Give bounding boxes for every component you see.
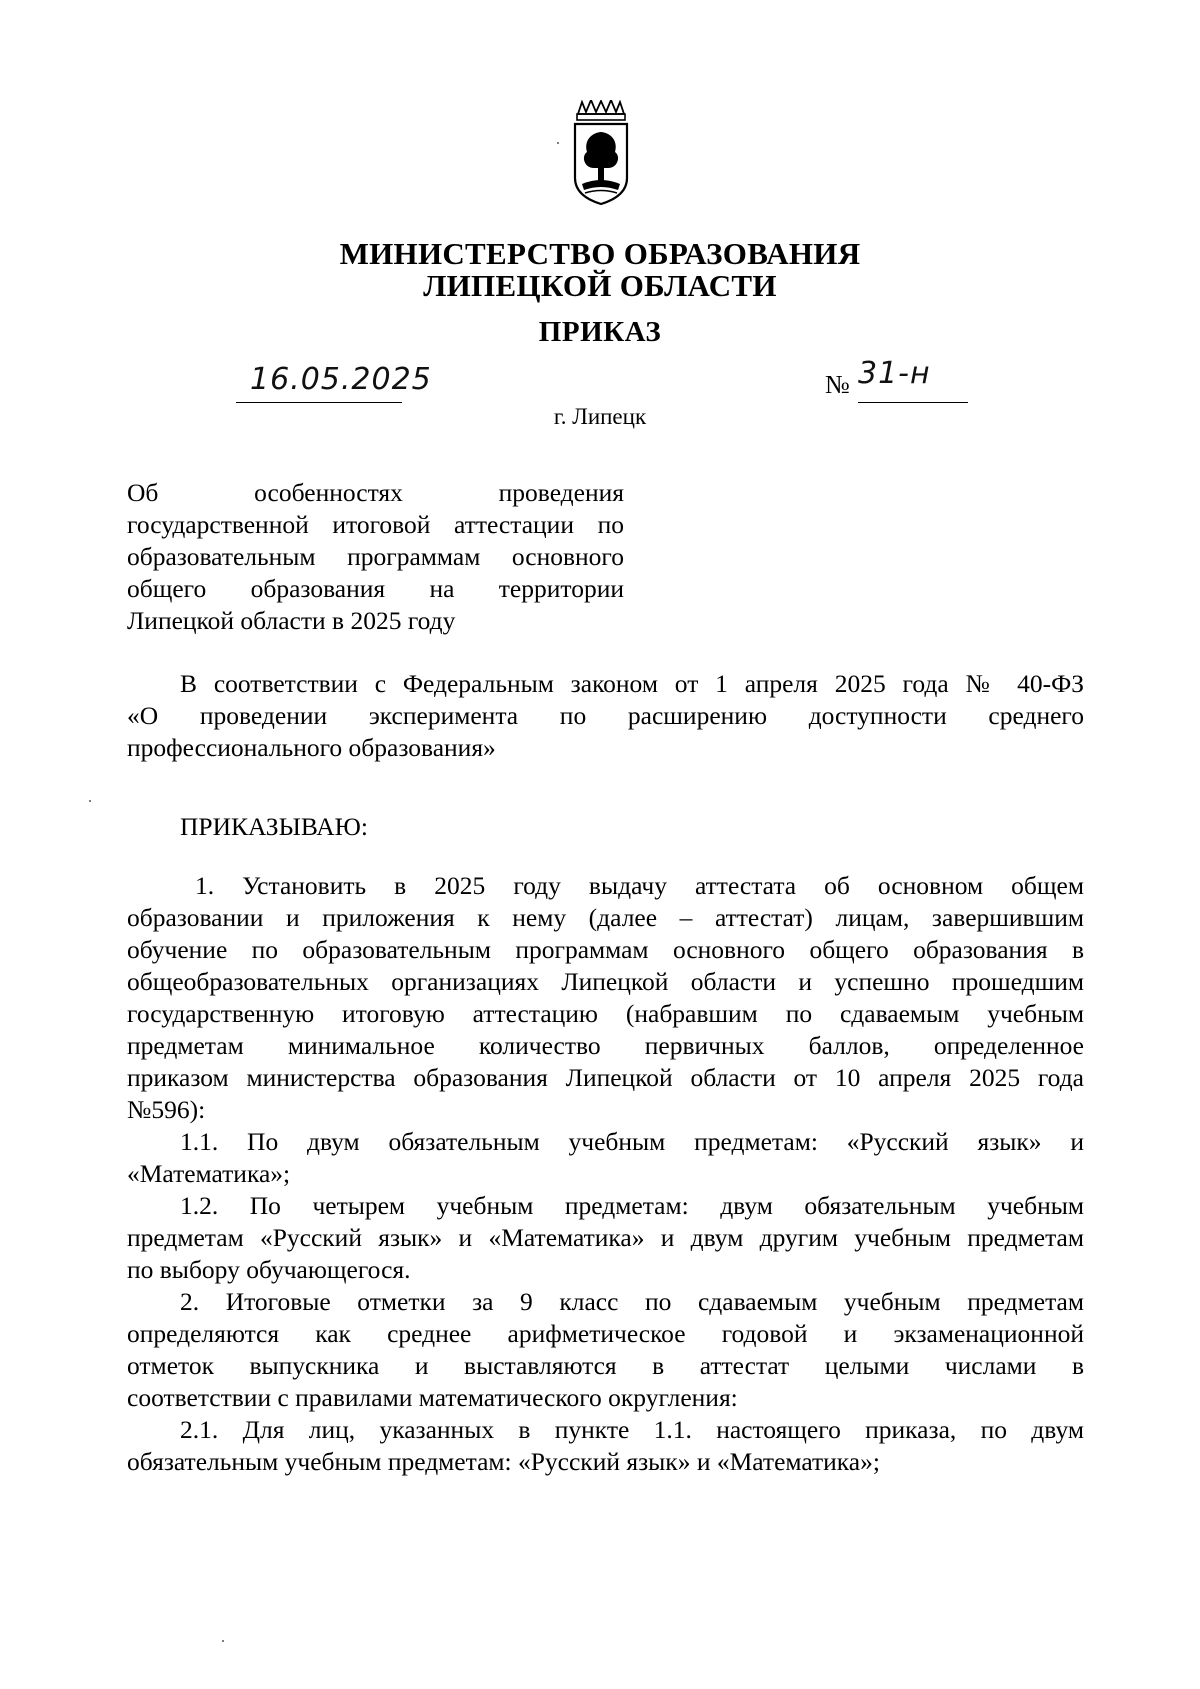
item-1	[127, 870, 1084, 1126]
subject-line	[127, 573, 624, 605]
number-underline	[858, 402, 968, 403]
text-line: обучение по образовательным программам основного общего образования в	[127, 935, 1084, 964]
text-line: приказом министерства образования Липецкой области от 10 апреля 2025 года	[127, 1063, 1084, 1092]
text-line: предметам «Русский язык» и «Математика» и двум другим учебным предметам	[127, 1223, 1084, 1252]
subject-word: проведения	[498, 478, 624, 507]
text-line: определяются как среднее арифметическое годовой и экзаменационной	[127, 1319, 1084, 1348]
text-line: 1.1. По двум обязательным учебным предметам: «Русский язык» и	[180, 1127, 1084, 1156]
handwritten-date: 16.05.2025	[250, 362, 432, 397]
item-2-1	[127, 1414, 1084, 1478]
order-items	[127, 870, 1084, 1478]
item-1-1	[127, 1126, 1084, 1190]
subject-word: территории	[498, 574, 624, 603]
text-line: 2.1. Для лиц, указанных в пункте 1.1. настоящего приказа, по двум	[180, 1415, 1084, 1444]
text-line: образовании и приложения к нему (далее – аттестат) лицам, завершившим	[127, 903, 1084, 932]
text-line: 1. Установить в 2025 году выдачу аттестата об основном общем	[195, 871, 1084, 900]
ministry-name-line1: МИНИСТЕРСТВО ОБРАЗОВАНИЯ	[339, 236, 861, 271]
handwritten-number: 31-н	[858, 356, 931, 391]
ministry-name-line2: ЛИПЕЦКОЙ ОБЛАСТИ	[423, 268, 777, 303]
text-line: «Математика»;	[127, 1159, 291, 1188]
coat-of-arms-emblem	[572, 100, 630, 208]
text-line: «О проведении эксперимента по расширению доступности среднего	[127, 701, 1084, 730]
subject-line: образовательным программам основного	[127, 542, 624, 571]
text-line: отметок выпускника и выставляются в аттестат целыми числами в	[127, 1351, 1084, 1380]
document-type-title: ПРИКАЗ	[538, 316, 662, 348]
scan-speck	[89, 800, 91, 802]
text-line: общеобразовательных организациях Липецкой области и успешно прошедшим	[127, 967, 1084, 996]
text-line: по выбору обучающегося.	[127, 1255, 411, 1284]
subject-line	[127, 477, 624, 509]
subject-line: государственной итоговой аттестации по	[127, 510, 624, 539]
date-underline	[236, 402, 402, 403]
city-label: г. Липецк	[553, 404, 647, 429]
order-subject	[127, 477, 624, 637]
legal-basis-paragraph	[127, 668, 1084, 764]
subject-word: общего	[127, 574, 207, 603]
text-line: государственную итоговую аттестацию (набравшим по сдаваемым учебным	[127, 999, 1084, 1028]
item-2	[127, 1286, 1084, 1414]
scan-speck	[557, 142, 559, 144]
text-line: соответствии с правилами математического округления:	[127, 1383, 738, 1412]
number-label: №	[825, 370, 850, 399]
text-line: профессионального образования»	[127, 733, 496, 762]
text-line: В соответствии с Федеральным законом от 1 апреля 2025 года № 40-ФЗ	[180, 669, 1084, 698]
item-1-2	[127, 1190, 1084, 1286]
text-line: 1.2. По четырем учебным предметам: двум обязательным учебным	[180, 1191, 1084, 1220]
subject-word: особенностях	[254, 478, 403, 507]
command-word: ПРИКАЗЫВАЮ:	[180, 812, 368, 841]
text-line: предметам минимальное количество первичных баллов, определенное	[127, 1031, 1084, 1060]
subject-word: образования	[250, 574, 386, 603]
text-line: №596):	[127, 1095, 206, 1124]
subject-line: Липецкой области в 2025 году	[127, 606, 456, 635]
text-line: 2. Итоговые отметки за 9 класс по сдаваемым учебным предметам	[180, 1287, 1084, 1316]
text-line: обязательным учебным предметам: «Русский язык» и «Математика»;	[127, 1447, 880, 1476]
subject-word: Об	[127, 478, 159, 507]
scan-speck	[222, 1640, 224, 1642]
subject-word: на	[429, 574, 455, 603]
